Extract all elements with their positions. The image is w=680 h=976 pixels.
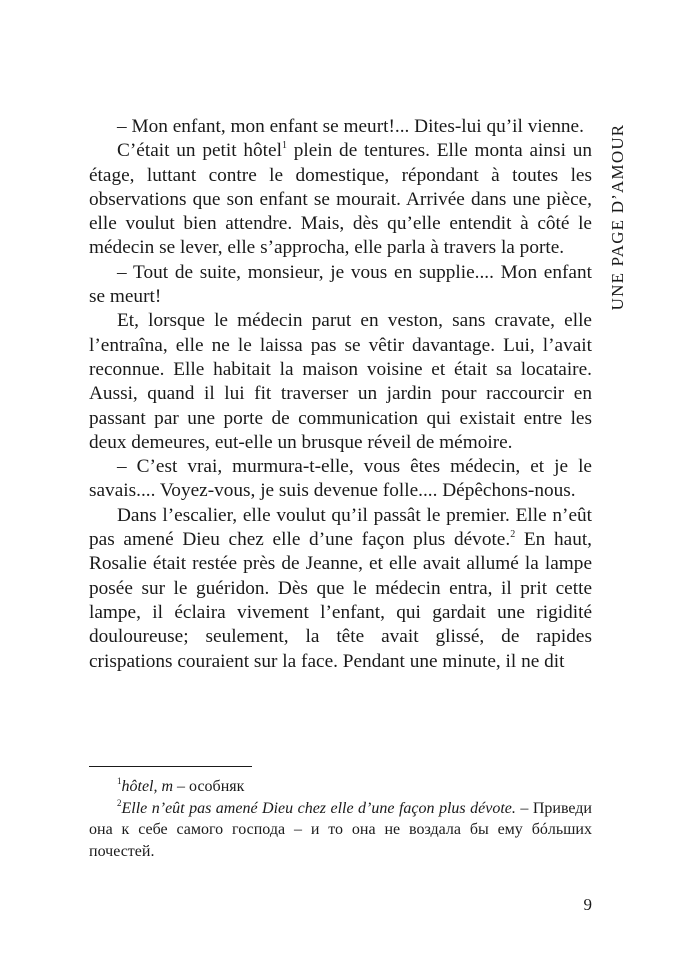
footnote-term: Elle n’eût pas amené Dieu chez elle d’une façon plus dévote. <box>121 799 516 817</box>
paragraph: – C’est vrai, murmura-t-elle, vous êtes médecin, et je le savais.... Voyez-vous, je suis devenue folle.... Dépêchons-nous. <box>89 456 592 502</box>
footnotes <box>89 776 592 862</box>
footnote-marker: 2 <box>117 797 122 808</box>
footnote-term: hôtel, m <box>121 778 174 795</box>
paragraph-text: plein de tentures. Elle monta ainsi un étage, luttant contre le domestique, répondant à toutes les observations que son enfant se mourait. Arrivée dans une pièce, elle voulut bien attendre. Mais, dès qu’elle entendit à côté le médecin se lever, elle s’approcha, elle parla à travers la porte. <box>89 140 592 259</box>
paragraph: Et, lorsque le médecin parut en veston, sans cravate, elle l’entraîna, elle ne le laissa pas se vêtir davantage. Lui, l’avait reconnue. Elle habitait la maison voisine et était sa locataire. Aussi, quand il lui fit traverser un jardin pour raccourcir en passant par une porte de communication qui existait entre les deux demeures, eut-elle un brusque réveil de mémoire. <box>89 310 592 453</box>
footnote-gloss: – Приведи она к себе самого господа – и то она не воздала бы ему бóльших почестей. <box>89 799 592 860</box>
footnote-marker: 1 <box>117 776 122 786</box>
paragraph: – Mon enfant, mon enfant se meurt!... Dites-lui qu’il vienne. <box>117 116 584 137</box>
page-number: 9 <box>583 895 592 914</box>
paragraph: – Tout de suite, monsieur, je vous en supplie.... Mon enfant se meurt! <box>89 261 592 308</box>
paragraph <box>89 504 592 674</box>
footnote-ref: 2 <box>510 529 516 541</box>
footnote-ref: 1 <box>281 140 287 152</box>
footnote-divider <box>89 766 252 767</box>
paragraph <box>89 139 592 260</box>
main-text <box>89 115 592 674</box>
footnote <box>89 776 592 798</box>
paragraph-text: Dans l’escalier, elle voulut qu’il passât le premier. Elle n’eût pas amené Dieu chez elle d’une façon plus dévote. <box>89 504 592 551</box>
paragraph-text: En haut, Rosalie était restée près de Jeanne, et elle avait allumé la lampe posée sur le guéridon. Dès que le médecin entra, il prit cette lampe, il éclaira vivement l’enfant, qui gardait une rigidité douloureuse; seulement, la tête avait glissé, de rapides crispations couraient sur la face. Pendant une minute, il ne dit <box>89 529 593 672</box>
running-head: UNE PAGE D’AMOUR <box>608 123 627 311</box>
paragraph-text: C’était un petit hôtel <box>117 140 282 162</box>
footnote <box>89 798 592 863</box>
footnote-gloss: – особняк <box>173 778 245 795</box>
